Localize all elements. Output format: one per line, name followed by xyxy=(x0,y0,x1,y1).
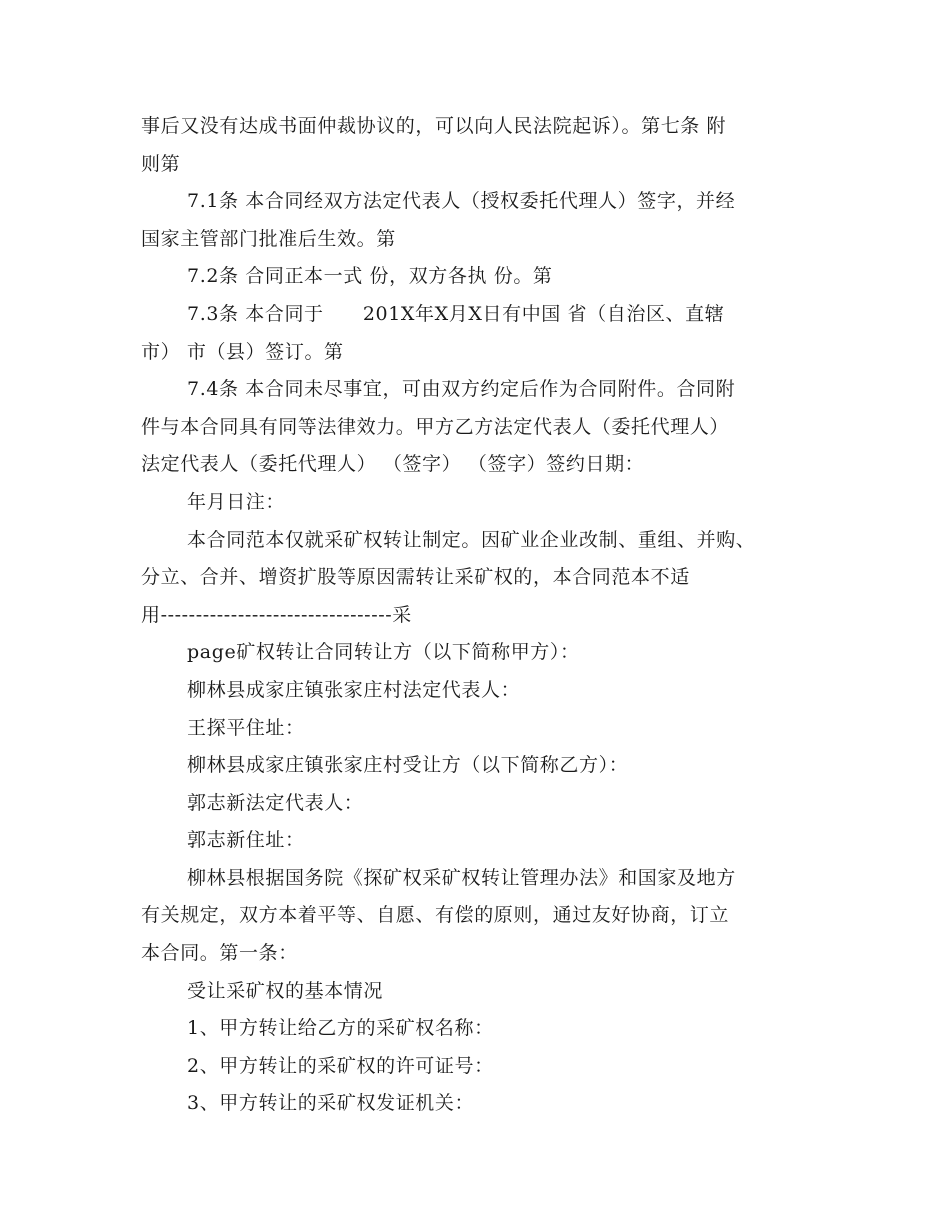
text-line: 7.4条 本合同未尽事宜，可由双方约定后作为合同附件。合同附 xyxy=(187,378,736,401)
text-line: 本合同范本仅就采矿权转让制定。因矿业企业改制、重组、并购、 xyxy=(187,528,756,551)
text-line: 2、甲方转让的采矿权的许可证号： xyxy=(187,1054,494,1077)
text-line: 事后又没有达成书面仲裁协议的，可以向人民法院起诉）。第七条 附 xyxy=(141,115,727,137)
text-line: 柳林县根据国务院《探矿权采矿权转让管理办法》和国家及地方 xyxy=(187,866,736,889)
text-line: 1、甲方转让给乙方的采矿权名称： xyxy=(187,1017,494,1040)
text-line: 郭志新住址： xyxy=(187,829,305,852)
text-line: 7.1条 本合同经双方法定代表人（授权委托代理人）签字，并经 xyxy=(187,190,736,213)
text-line: 本合同。第一条： xyxy=(141,942,298,965)
text-line: 柳林县成家庄镇张家庄村法定代表人： xyxy=(187,678,521,701)
text-line: 市） 市（县）签订。第 xyxy=(141,340,344,363)
text-line: 王探平住址： xyxy=(187,716,305,739)
text-line: 则第 xyxy=(141,152,181,175)
text-line: 件与本合同具有同等法律效力。甲方乙方法定代表人（委托代理人） xyxy=(141,415,730,438)
text-line: 年月日注： xyxy=(187,490,286,513)
text-line: page矿权转让合同转让方（以下简称甲方）： xyxy=(187,641,580,664)
document-body xyxy=(141,108,821,1123)
text-line: 有关规定，双方本着平等、自愿、有偿的原则，通过友好协商，订立 xyxy=(141,904,730,927)
text-line: 分立、合并、增资扩股等原因需转让采矿权的，本合同范本不适 xyxy=(141,566,690,589)
text-line: 受让采矿权的基本情况 xyxy=(187,979,384,1002)
text-line: 7.2条 合同正本一式 份，双方各执 份。第 xyxy=(187,265,553,288)
text-line: 法定代表人（委托代理人） （签字） （签字）签约日期： xyxy=(141,453,645,476)
text-line: 7.3条 本合同于 201X年X月X日有中国 省（自治区、直辖 xyxy=(187,302,725,325)
text-line: 柳林县成家庄镇张家庄村受让方（以下简称乙方）： xyxy=(187,754,629,777)
text-line: 用---------------------------------采 xyxy=(141,603,412,626)
text-line: 国家主管部门批准后生效。第 xyxy=(141,227,396,250)
text-line: 郭志新法定代表人： xyxy=(187,791,364,814)
text-line: 3、甲方转让的采矿权发证机关： xyxy=(187,1092,475,1115)
